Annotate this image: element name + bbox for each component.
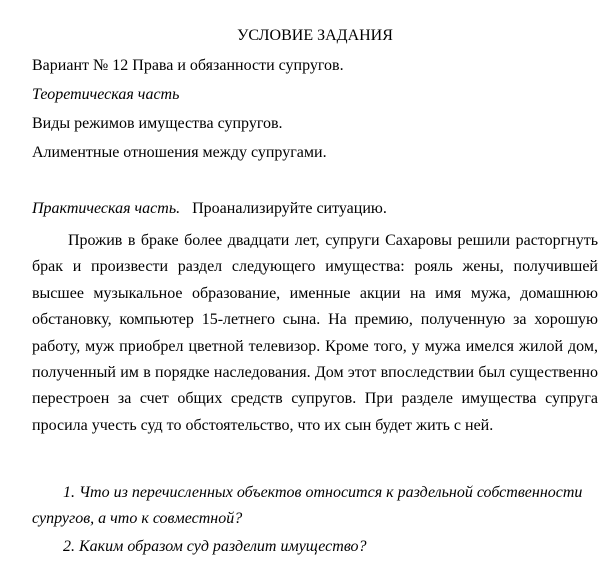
theory-item-1: Виды режимов имущества супругов.	[32, 115, 283, 132]
practice-label: Практическая часть.	[32, 200, 181, 217]
practice-instruction: Проанализируйте ситуацию.	[192, 200, 387, 217]
theory-label: Теоретическая часть	[32, 86, 180, 103]
question-1: 1. Что из перечисленных объектов относится к раздельной собственности супругов, а что к совместной?	[32, 484, 583, 528]
practice-heading	[32, 199, 387, 219]
question-2: 2. Каким образом суд разделит имущество?	[63, 538, 367, 555]
document-title: УСЛОВИЕ ЗАДАНИЯ	[237, 27, 393, 44]
theory-item-2: Алиментные отношения между супругами.	[32, 144, 327, 161]
variant-line: Вариант № 12 Права и обязанности супругов.	[32, 57, 344, 74]
case-text: Прожив в браке более двадцати лет, супруги Сахаровы решили расторгнуть брак и произвести раздел следующего имущества: рояль жены, получившей высшее музыкальное образование, именные акции на имя мужа, домашнюю обстановку, компьютер 15-летнего сына. На премию, полученную за хорошую работу, муж приобрел цветной телевизор. Кроме того, у мужа имелся жилой дом, полученный им в порядке наследования. Дом этот впоследствии был существенно перестроен за счет общих средств супругов. При разделе имущества супруга просила учесть суд то обстоятельство, что их сын будет жить с ней.	[32, 232, 598, 434]
